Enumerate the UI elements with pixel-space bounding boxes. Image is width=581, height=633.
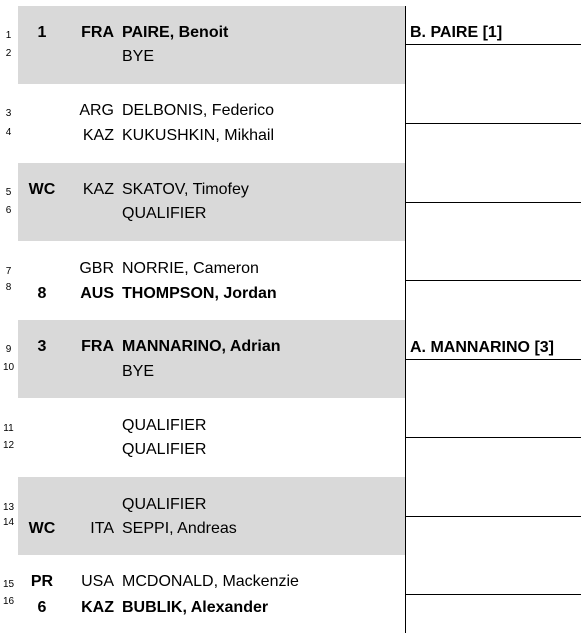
seed: PR: [30, 573, 54, 590]
r2-line-3: [406, 202, 581, 203]
r2-line-2: [406, 123, 581, 124]
player-name: NORRIE, Cameron: [122, 260, 259, 277]
draw-position: 16: [2, 596, 15, 607]
player-name: QUALIFIER: [122, 496, 207, 513]
seed: WC: [28, 181, 56, 198]
player-name: BUBLIK, Alexander: [122, 599, 269, 616]
player-name: BYE: [122, 48, 155, 65]
country-code: AUS: [80, 285, 114, 302]
country-code: FRA: [81, 338, 114, 355]
draw-position: 5: [5, 187, 12, 198]
draw-position: 2: [5, 48, 12, 59]
player-name: SEPPI, Andreas: [122, 520, 237, 537]
match-band-5: [18, 320, 406, 398]
draw-row-12: [0, 438, 406, 462]
draw-position: 14: [2, 517, 15, 528]
draw-row-6: [0, 202, 406, 226]
draw-row-7: [0, 257, 406, 281]
country-code: KAZ: [82, 181, 114, 198]
player-name: BYE: [122, 363, 155, 380]
country-code: USA: [81, 573, 114, 590]
draw-position: 3: [5, 108, 12, 119]
draw-position: 15: [2, 579, 15, 590]
country-code: FRA: [81, 24, 114, 41]
draw-row-16: [0, 596, 406, 620]
player-name: MCDONALD, Mackenzie: [122, 573, 299, 590]
seed: 1: [37, 24, 47, 41]
r2-line-8: [406, 594, 581, 595]
draw-position: 9: [5, 344, 12, 355]
draw-row-4: [0, 124, 406, 148]
draw-row-14: [0, 517, 406, 541]
player-name: MANNARINO, Adrian: [122, 338, 281, 355]
draw-position: 12: [2, 440, 15, 451]
r2-name-1: B. PAIRE [1]: [410, 24, 503, 41]
draw-position: 13: [2, 502, 15, 513]
country-code: KAZ: [82, 127, 114, 144]
player-name: QUALIFIER: [122, 441, 207, 458]
player-name: THOMPSON, Jordan: [122, 285, 277, 302]
r2-line-4: [406, 280, 581, 281]
draw-position: 7: [5, 266, 12, 277]
draw-position: 11: [3, 423, 14, 434]
draw-row-8: [0, 282, 406, 306]
r2-line-7: [406, 516, 581, 517]
draw-row-3: [0, 99, 406, 123]
seed: 6: [37, 599, 47, 616]
r2-name-5: A. MANNARINO [3]: [410, 339, 554, 356]
country-code: ARG: [79, 102, 114, 119]
draw-row-13: [0, 493, 406, 517]
r2-line-5: [406, 359, 581, 360]
draw-row-10: [0, 360, 406, 384]
draw-position: 4: [5, 127, 12, 138]
country-code: ITA: [90, 520, 114, 537]
seed: 3: [37, 338, 47, 355]
draw-position: 8: [5, 282, 12, 293]
player-name: SKATOV, Timofey: [122, 181, 249, 198]
draw-position: 1: [5, 30, 12, 41]
player-name: PAIRE, Benoit: [122, 24, 229, 41]
draw-position: 10: [2, 362, 15, 373]
draw-row-2: [0, 45, 406, 69]
player-name: QUALIFIER: [122, 205, 207, 222]
draw-row-1: [0, 21, 406, 45]
country-code: KAZ: [81, 599, 114, 616]
seed: WC: [28, 520, 56, 537]
r2-line-6: [406, 437, 581, 438]
draw-row-9: [0, 335, 406, 359]
draw-position: 6: [5, 205, 12, 216]
player-name: QUALIFIER: [122, 417, 207, 434]
player-name: KUKUSHKIN, Mikhail: [122, 127, 275, 144]
player-name: DELBONIS, Federico: [122, 102, 275, 119]
r2-line-1: [406, 44, 581, 45]
draw-row-11: [0, 414, 406, 438]
seed: 8: [37, 285, 47, 302]
draw-row-5: [0, 178, 406, 202]
draw-row-15: [0, 570, 406, 594]
country-code: GBR: [79, 260, 114, 277]
